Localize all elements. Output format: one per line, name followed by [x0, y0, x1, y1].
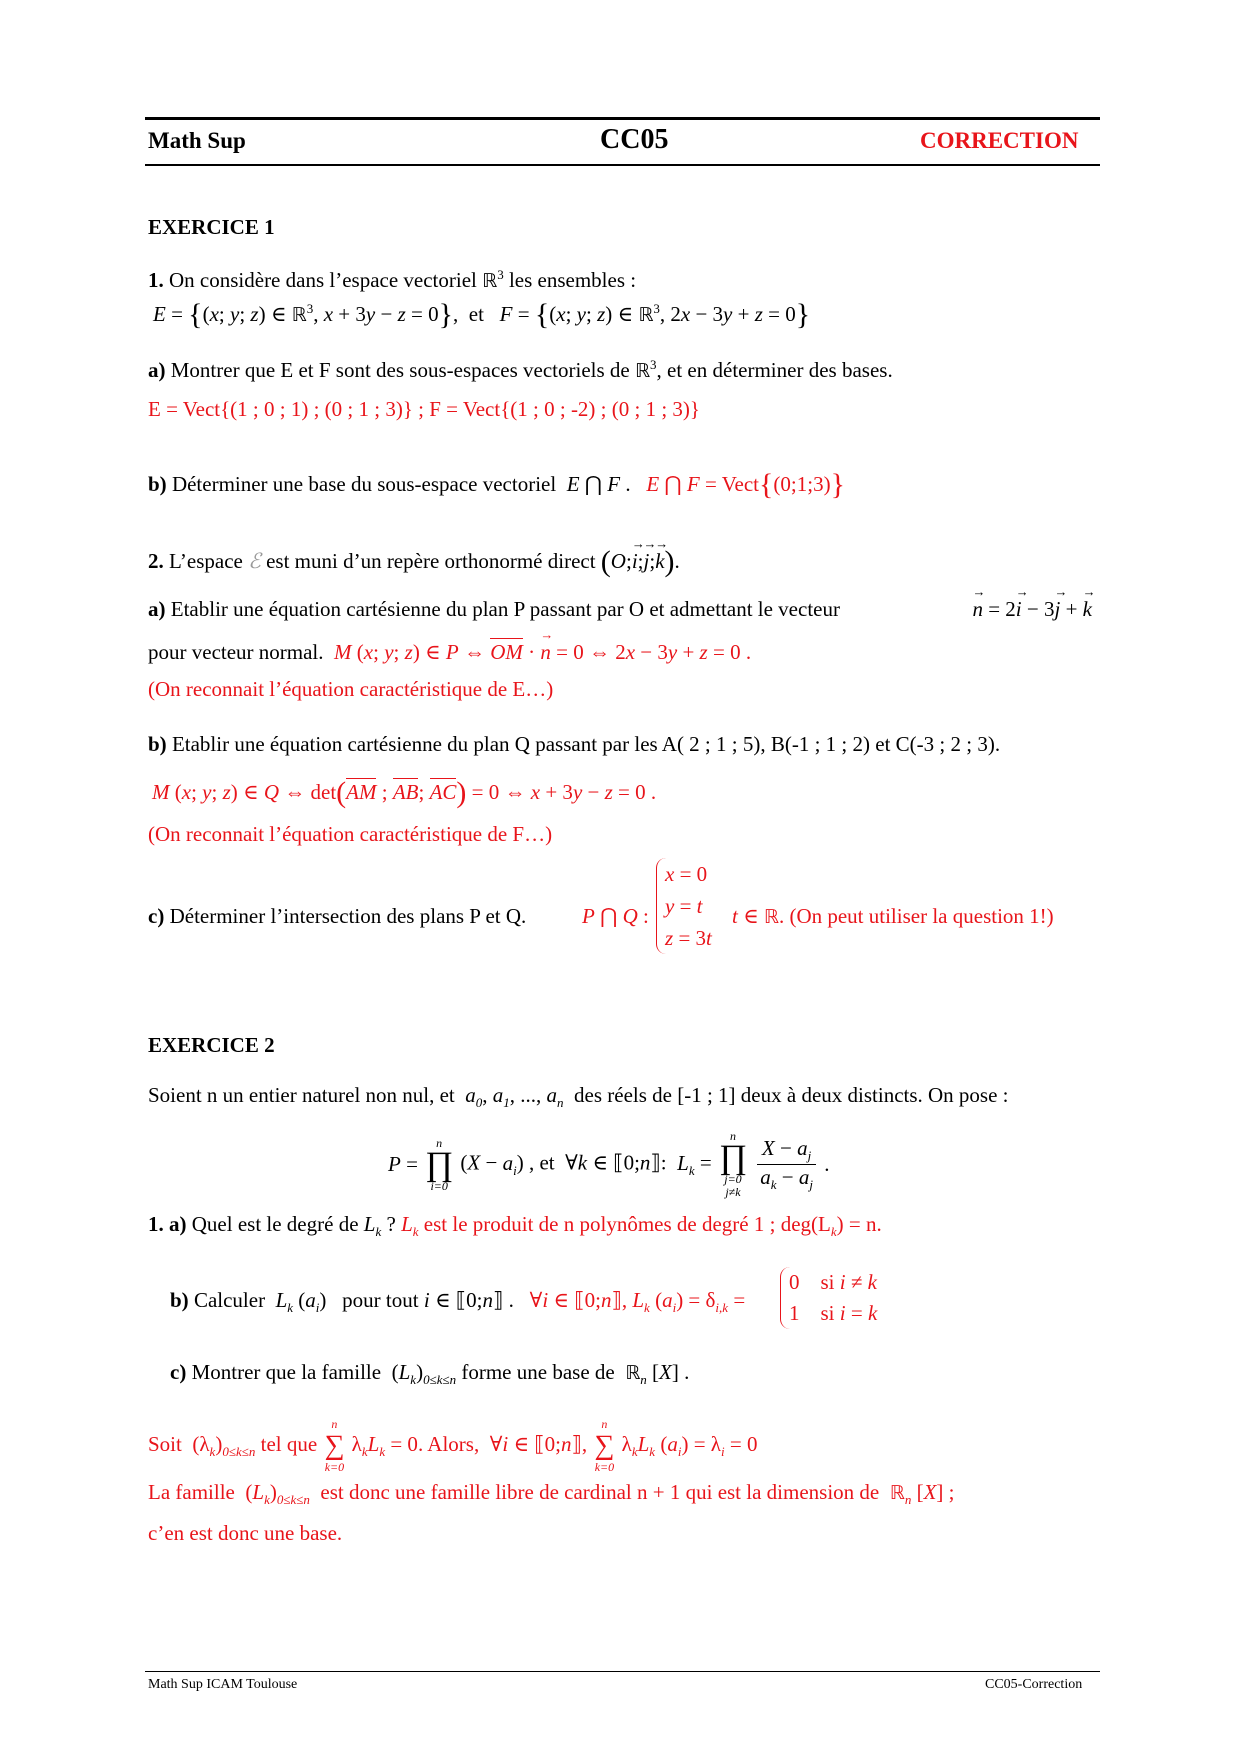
ex2-q1b-cases: 0 si i ≠ k 1 si i = k	[780, 1267, 877, 1329]
ex2-ans-alors: . Alors,	[417, 1431, 480, 1456]
ex1-q1b-label: b)	[148, 472, 167, 496]
ex2-intro-b: des réels de [-1 ; 1] deux à deux distincts. On pose :	[574, 1083, 1009, 1107]
ex1-q1-intro-end: les ensembles :	[508, 268, 637, 292]
ex1-q1-number: 1.	[148, 268, 164, 292]
header-right-correction: CORRECTION	[920, 128, 1079, 153]
ex1-q2a-note: (On reconnait l’équation caractéristique de E…)	[148, 677, 554, 701]
header-left: Math Sup	[148, 128, 246, 153]
header-center-title: CC05	[600, 124, 669, 155]
exercise2-title: EXERCICE 2	[148, 1033, 275, 1057]
ex1-q2-intro-mid: est muni d’un repère orthonormé direct	[266, 549, 596, 573]
ex2-intro-a: Soient n un entier naturel non nul, et	[148, 1083, 455, 1107]
ex1-q1a-label: a)	[148, 358, 166, 382]
ex1-q1b-text: Déterminer une base du sous-espace vectoriel	[171, 472, 557, 496]
ex2-q1b-answer: ∀i ∈ ⟦0;n⟧, $L_k$ $(a_i) = \delta_{i,k}$ =	[529, 1288, 746, 1315]
exercise1-title: EXERCICE 1	[148, 215, 275, 239]
ex1-q2a: a) Etablir une équation cartésienne du plan P passant par O et admettant le vecteur → n = 2→ i − 3→ j + → k	[148, 597, 1092, 622]
ex2-q1b: b) Calculer $L_k$ $(a_i)$ pour tout i ∈ ⟦0;n⟧ . ∀i ∈ ⟦0;n⟧, $L_k$ $(a_i) = \delta_{i,k}$ =	[170, 1288, 746, 1315]
ex1-q1-intro-text: On considère dans l’espace vectoriel	[169, 268, 477, 292]
ex1-q1a: a) Montrer que E et F sont des sous-espaces vectoriels de ℝ$^3$, et en déterminer des bases.	[148, 357, 893, 382]
footer-rule	[145, 1671, 1100, 1672]
ex2-q1a-answer: $L_k$ est le produit de n polynômes de degré 1 ; $deg(L_k) = n$.	[401, 1212, 882, 1239]
ex1-q1a-text: Montrer que E et F sont des sous-espaces vectoriels de	[170, 358, 630, 382]
ex2-definitions: P = n ∏ i=0 $(X - a_i)$ , et ∀k ∈ ⟦0;n⟧: $L_k$ = n ∏ j=0 j≠k $\frac{X - a_j}{a_k - a_j}$ .	[388, 1129, 830, 1199]
ex1-q2-number: 2.	[148, 549, 164, 573]
ex1-q2a-text: Etablir une équation cartésienne du plan P passant par O et admettant le vecteur	[170, 597, 840, 621]
header-top-rule	[145, 117, 1100, 120]
header-bottom-rule	[145, 164, 1100, 166]
ex1-q2c-note: . (On peut utiliser la question 1!)	[778, 904, 1054, 928]
ex2-q1a: 1. a) Quel est le degré de $L_k$ ? $L_k$ est le produit de n polynômes de degré 1 ; $deg(L_k) = n$.	[148, 1212, 882, 1239]
footer-left: Math Sup ICAM Toulouse	[148, 1677, 298, 1692]
ex1-q2b-label: b)	[148, 732, 167, 756]
ex1-q2a-label: a)	[148, 597, 166, 621]
ex2-answer-free-family: Soit $(\lambda_k)_{0\le k\le n}$ tel que n ∑ k=0 $\lambda_kL_k = 0$. Alors, ∀i ∈ ⟦0;n⟧, n ∑ k=0 $\lambda_kL_k$ $(a_i) = \lambda_i = 0$	[148, 1417, 758, 1474]
ex1-q2c-label: c)	[148, 904, 165, 928]
ex1-q2c-lhs: P ⋂ Q :	[582, 904, 649, 928]
ex2-q1c-label: c)	[170, 1360, 187, 1384]
ex2-q1a-label: 1. a)	[148, 1212, 187, 1236]
ex2-q1a-text: Quel est le degré de	[191, 1212, 359, 1236]
ex1-q2c-system: x = 0 y = t z = 3t	[656, 858, 712, 954]
ex1-q2b-answer: M (x; y; z) ∈ Q ⇔ det(AM ; AB; AC) = 0 ⇔ x + 3y − z = 0 .	[152, 776, 657, 809]
ex1-q1b-answer: E ⋂ F = Vect{(0;1;3)}	[646, 468, 845, 501]
ex1-q2b-text: Etablir une équation cartésienne du plan Q passant par les A( 2 ; 1 ; 5), B(-1 ; 1 ; 2) et C(-3 ; 2 ; 3).	[171, 732, 1001, 756]
ex2-ans-telque: tel que	[260, 1431, 318, 1456]
ex1-q2b-note: (On reconnait l’équation caractéristique de F…)	[148, 822, 553, 846]
ex1-q2c-answer-tail: t ∈ ℝ. (On peut utiliser la question 1!)	[732, 904, 1054, 928]
ex2-answer-dimension: La famille $(L_k)_{0\le k\le n}$ est donc une famille libre de cardinal n + 1 qui est la dimension de ℝ$_n$ [X] ;	[148, 1480, 955, 1507]
ex1-q2a-answer: M (x; y; z) ∈ P ⇔ OM · → n = 0 ⇔ 2x − 3y + z = 0 .	[329, 640, 751, 664]
ex2-q1c: c) Montrer que la famille $(L_k)_{0\le k\le n}$ forme une base de ℝ$_n$ [X] .	[170, 1360, 690, 1387]
footer-right: CC05-Correction	[985, 1677, 1083, 1692]
ex1-sets-E-F: E = {(x; y; z) ∈ ℝ$^3$, x + 3y − z = 0}, et F = {(x; y; z) ∈ ℝ$^3$, 2x − 3y + z = 0}	[153, 298, 811, 331]
ex1-q2b	[148, 732, 1000, 757]
ex1-q2c	[148, 904, 526, 929]
ex2-ans-famille2: est donc une famille libre de cardinal n + 1 qui est la dimension de	[320, 1480, 880, 1504]
ex1-q1a-text-end: , et en déterminer des bases.	[656, 358, 893, 382]
ex2-q1c-text: Montrer que la famille	[191, 1360, 382, 1384]
ex1-q2a-text2: pour vecteur normal.	[148, 640, 324, 664]
ex1-q1b: b) Déterminer une base du sous-espace vectoriel E ⋂ F . E ⋂ F = Vect{(0;1;3)}	[148, 468, 845, 501]
ex2-ans-soit: Soit	[148, 1431, 182, 1456]
ex1-q1a-answer: E = Vect{(1 ; 0 ; 1) ; (0 ; 1 ; 3)} ; F = Vect{(1 ; 0 ; -2) ; (0 ; 1 ; 3)}	[148, 397, 700, 421]
ex1-q2-intro-text: L’espace	[169, 549, 243, 573]
ex1-q2a-line2	[148, 640, 751, 665]
ex2-q1c-text2: forme une base de	[461, 1360, 615, 1384]
ex1-q2-intro: 2. L’espace ℰ est muni d’un repère orthonormé direct (O;→ i;→ j;→ k).	[148, 547, 680, 577]
ex2-q1b-text2: pour tout	[342, 1288, 419, 1312]
ex1-q2c-text: Déterminer l’intersection des plans P et Q.	[169, 904, 527, 928]
ex1-q1-intro: 1. On considère dans l’espace vectoriel ℝ$^3$ les ensembles :	[148, 267, 637, 292]
ex2-answer-conclusion: c’en est donc une base.	[148, 1521, 343, 1545]
ex2-q1a-answer-text: est le produit de n polynômes de degré 1 ; deg(L	[423, 1212, 831, 1236]
ex2-q1b-label: b)	[170, 1288, 189, 1312]
ex2-q1a-answer-end: ) = n.	[836, 1212, 882, 1236]
ex2-intro: Soient n un entier naturel non nul, et $a_0$, $a_1$, ..., $a_n$ des réels de [-1 ; 1] deux à deux distincts. On pose :	[148, 1083, 1009, 1110]
ex2-ans-famille: La famille	[148, 1480, 235, 1504]
ex2-q1b-text: Calculer	[193, 1288, 266, 1312]
